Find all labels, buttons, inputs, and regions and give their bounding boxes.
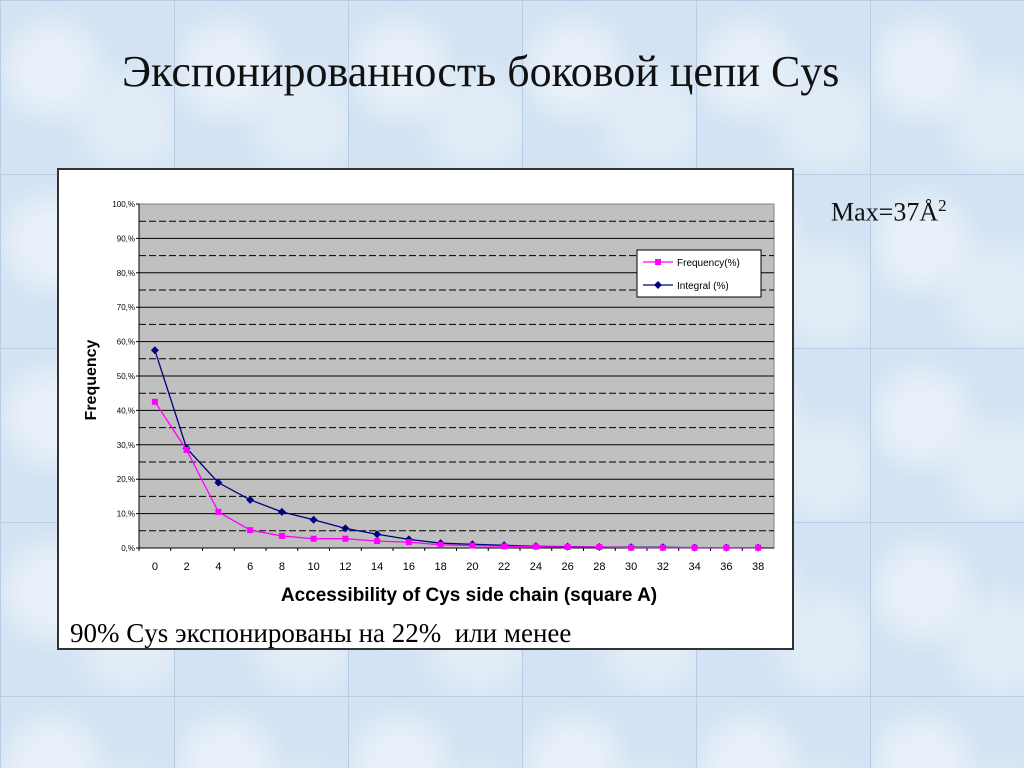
y-tick-label: 100,% [112,200,135,209]
y-tick-label: 20,% [116,475,135,485]
frequency-point [660,545,666,551]
x-axis-label: Accessibility of Cys side chain (square A) [280,585,658,606]
x-tick-label: 16 [402,561,415,573]
frequency-point [247,527,253,533]
legend-marker-frequency [655,259,661,265]
y-tick-label: 80,% [116,268,135,278]
frequency-point [533,544,539,550]
x-tick-label: 20 [466,561,479,573]
frequency-point [692,545,698,551]
x-tick-label: 24 [529,561,542,573]
y-axis-label: Frequency [83,339,100,421]
plot-layer [112,200,774,573]
chart-frame [57,168,794,650]
frequency-point [184,447,190,453]
y-tick-label: 50,% [116,372,135,381]
frequency-point [279,533,285,539]
chart-svg [59,170,792,648]
x-tick-label: 10 [307,561,320,573]
x-tick-label: 32 [656,561,669,573]
x-tick-label: 6 [247,561,254,573]
y-tick-label: 40,% [116,406,135,416]
max-area-exponent: 2 [938,196,947,215]
frequency-point [438,542,444,548]
y-tick-label: 10,% [116,509,135,519]
frequency-point [406,539,412,545]
x-tick-label: 22 [498,561,511,573]
slide-title: Экспонированность боковой цепи Cys [122,47,840,96]
x-tick-label: 14 [371,561,384,573]
frequency-point [628,545,634,551]
x-tick-label: 2 [183,561,190,573]
y-tick-label: 30,% [116,440,135,450]
legend-label: Frequency(%) [677,258,740,269]
y-tick-label: 70,% [116,303,135,313]
frequency-point [501,543,507,549]
max-area-label [831,196,947,228]
max-area-text: Max=37Å [831,197,939,227]
frequency-point [596,544,602,550]
x-tick-label: 28 [593,561,606,573]
x-tick-label: 8 [278,561,285,573]
x-tick-label: 36 [720,561,733,573]
x-tick-label: 0 [151,561,158,573]
x-tick-label: 38 [752,561,765,573]
y-tick-label: 90,% [116,234,135,244]
frequency-point [565,544,571,550]
frequency-point [342,536,348,542]
frequency-point [152,399,158,405]
x-tick-label: 4 [215,561,222,573]
frequency-point [374,538,380,544]
x-tick-label: 12 [339,561,352,573]
x-tick-label: 30 [625,561,638,573]
y-tick-label: 60,% [116,337,135,347]
x-tick-label: 26 [561,561,574,573]
frequency-point [723,545,729,551]
x-tick-label: 18 [434,561,447,573]
slide-caption: 90% Cys экспонированы на 22% или менее [70,618,572,648]
y-tick-label: 0,% [121,544,135,553]
frequency-point [311,536,317,542]
frequency-point [755,545,761,551]
frequency-point [469,543,475,549]
legend-label: Integral (%) [677,281,729,292]
x-tick-label: 34 [688,561,701,573]
frequency-point [215,509,221,515]
